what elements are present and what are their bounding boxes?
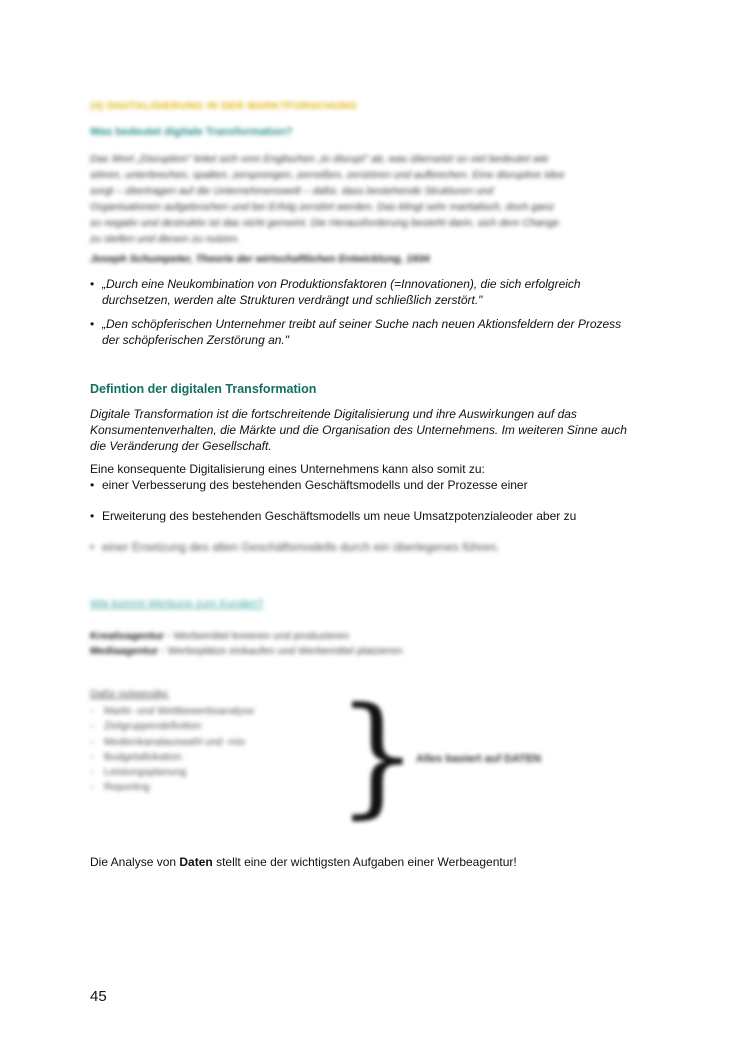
intro-line: so negativ und destruktiv ist das nicht gemeint. Die Herausforderung besteht darin, sich dem Change [90,217,560,229]
consequence-text: einer Verbesserung des bestehenden Geschäftsmodells und der Prozesse einer [102,478,528,492]
quote-line: der schöpferischen Zerstörung an." [102,333,290,347]
quote-line: „Den schöpferischen Unternehmer treibt auf seiner Suche nach neuen Aktionsfeldern der Prozess [102,317,622,331]
final-text-before: Die Analyse von [90,855,180,869]
bullet-icon: • [90,509,95,523]
consequence-item [90,509,576,523]
media-agency-label: Mediaagentur [90,645,159,657]
intro-line: Das Wort „Disruption" leitet sich vom Englischen „to disrupt" ab, was übersetzt so viel bedeutet wie [90,153,549,165]
consequence-text: einer Ersetzung des alten Geschäftsmodells durch ein überlegenes führen. [102,540,500,554]
definition-text [90,406,670,454]
intro-paragraph [90,151,660,247]
bullet-icon: • [90,540,95,554]
intro-line: zu stellen und diesen zu nutzen. [90,233,241,245]
quote-list [90,276,670,356]
final-text-bold: Daten [179,855,213,869]
bullet-icon: • [90,277,95,291]
creative-agency-text: - Werbemittel kreieren und produzieren [164,630,349,642]
needed-item: - Leistungsplanung [90,765,254,780]
definition-line: Digitale Transformation ist die fortschreitende Digitalisierung und ihre Auswirkungen auf das [90,407,577,421]
final-statement [90,855,517,869]
needed-item: - Zielgruppendefinition [90,719,254,734]
definition-line: die Veränderung der Gesellschaft. [90,439,272,453]
final-text-after: stellt eine der wichtigsten Aufgaben einer Werbeagentur! [212,855,517,869]
media-agency-line [90,645,402,657]
consequence-item [90,478,528,492]
needed-title: Dafür notwendig: [90,688,170,700]
needed-item: - Reporting [90,780,254,795]
subheading: Was bedeutet digitale Transformation? [90,126,293,138]
bullet-icon: • [90,478,95,492]
quote-source: Joseph Schumpeter, Theorie der wirtschaftlichen Entwicklung, 1934 [90,253,430,265]
bullet-icon: • [90,317,95,331]
creative-agency-line [90,630,349,642]
quote-item [90,316,670,348]
consequence-item [90,540,500,554]
advertising-link[interactable]: Wie kommt Werbung zum Kunden? [90,598,264,610]
creative-agency-label: Kreativagentur [90,630,165,642]
consequences-intro: Eine konsequente Digitalisierung eines Unternehmens kann also somit zu: [90,462,485,476]
needed-list [90,704,254,796]
needed-item: - Budgetallokation [90,750,254,765]
page-number: 45 [90,988,107,1005]
quote-line: „Durch eine Neukombination von Produktionsfaktoren (=Innovationen), die sich erfolgreich [102,277,581,291]
needed-item: - Medienkanalauswahl und -mix [90,735,254,750]
quote-line: durchsetzen, werden alte Strukturen verdrängt und schließlich zerstört." [102,293,483,307]
consequence-text: Erweiterung des bestehenden Geschäftsmodells um neue Umsatzpotenzialeoder aber zu [102,509,577,523]
definition-heading: Defintion der digitalen Transformation [90,382,317,396]
intro-line: Organisationen aufgebrochen und bei Erfolg zerstört werden. Das klingt sehr martialisch, doch ganz [90,201,555,213]
definition-line: Konsumentenverhalten, die Märkte und die Organisation des Unternehmens. Im weiteren Sinne auch [90,423,627,437]
intro-line: stören, unterbrechen, spalten, zersprengen, zerreißen, zerstören und aufbrechen. Eine disruptive Idee [90,169,565,181]
section-title: (4) DIGITALISIERUNG IN DER MARKTFORSCHUNG [90,100,358,112]
media-agency-text: - Werbeplätze einkaufen und Werbemittel platzieren [158,645,403,657]
curly-brace-icon: } [336,679,419,831]
brace-label: Alles basiert auf DATEN [416,753,542,765]
needed-item: - Markt- und Wettbewerbsanalyse [90,704,254,719]
intro-line: sorgt – übertragen auf die Unternehmenswelt – dafür, dass bestehende Strukturen und [90,185,494,197]
quote-item [90,276,670,308]
